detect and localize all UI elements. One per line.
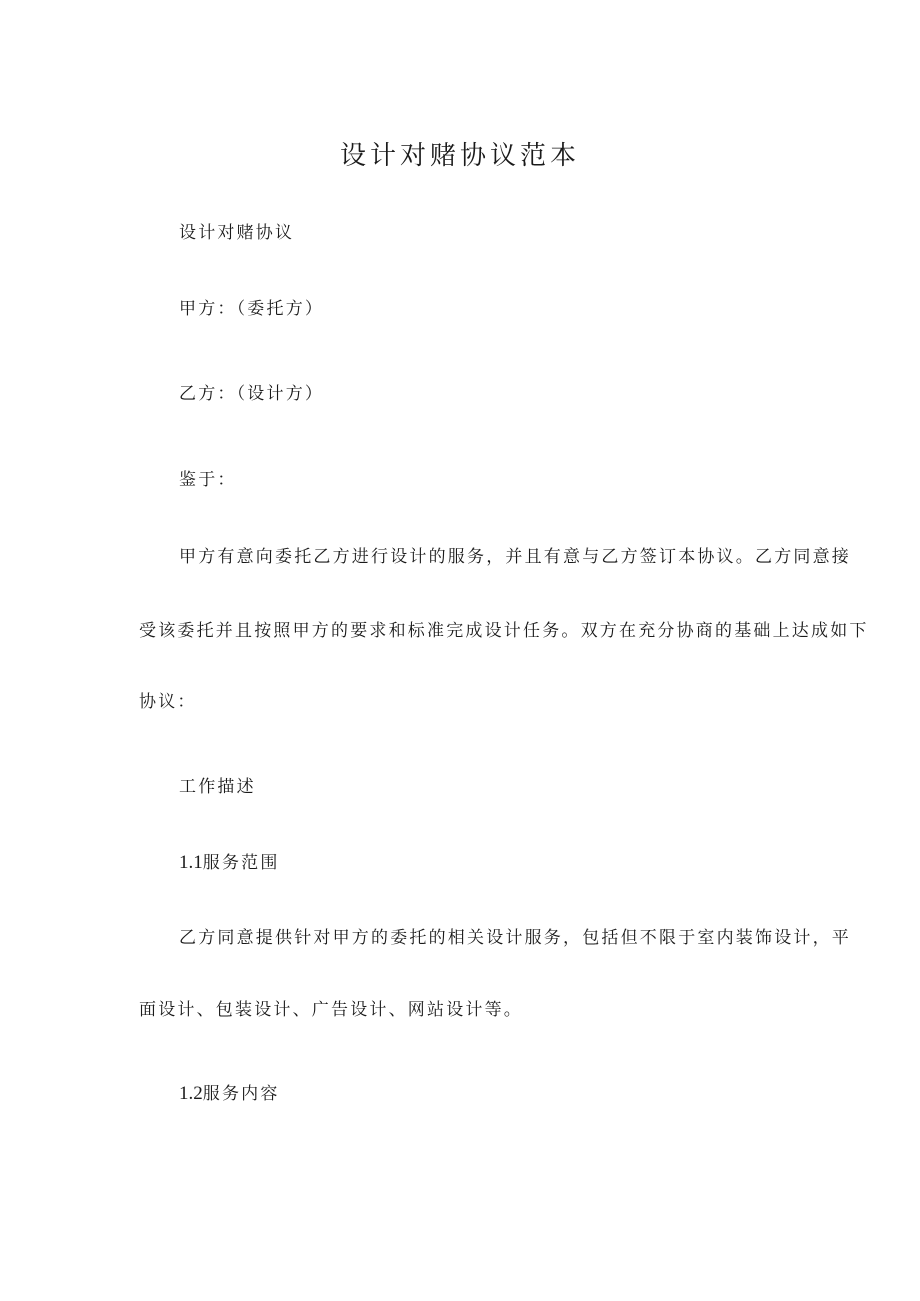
section-1-2-label: 服务内容 xyxy=(202,1084,280,1104)
scope-paragraph-line-2: 面设计、包装设计、广告设计、网站设计等。 xyxy=(139,1000,523,1020)
document-title: 设计对赌协议范本 xyxy=(339,141,580,171)
section-1-1-heading xyxy=(179,851,280,875)
intro-paragraph-line-3: 协议： xyxy=(139,692,197,712)
section-1-1-label: 服务范围 xyxy=(202,853,280,873)
party-b-line: 乙方：（设计方） xyxy=(179,384,325,404)
intro-paragraph-line-2: 受该委托并且按照甲方的要求和标准完成设计任务。双方在充分协商的基础上达成如下 xyxy=(139,621,869,641)
section-1-1-number: 1.1 xyxy=(179,852,203,873)
intro-paragraph-line-1: 甲方有意向委托乙方进行设计的服务，并且有意与乙方签订本协议。乙方同意接 xyxy=(179,547,851,567)
whereas-line: 鉴于： xyxy=(179,470,237,490)
section-work-description: 工作描述 xyxy=(179,777,256,797)
party-a-line: 甲方：（委托方） xyxy=(179,299,325,319)
agreement-heading: 设计对赌协议 xyxy=(179,223,295,243)
section-1-2-number: 1.2 xyxy=(179,1083,203,1104)
scope-paragraph-line-1: 乙方同意提供针对甲方的委托的相关设计服务，包括但不限于室内装饰设计，平 xyxy=(179,928,851,948)
section-1-2-heading xyxy=(179,1082,280,1106)
